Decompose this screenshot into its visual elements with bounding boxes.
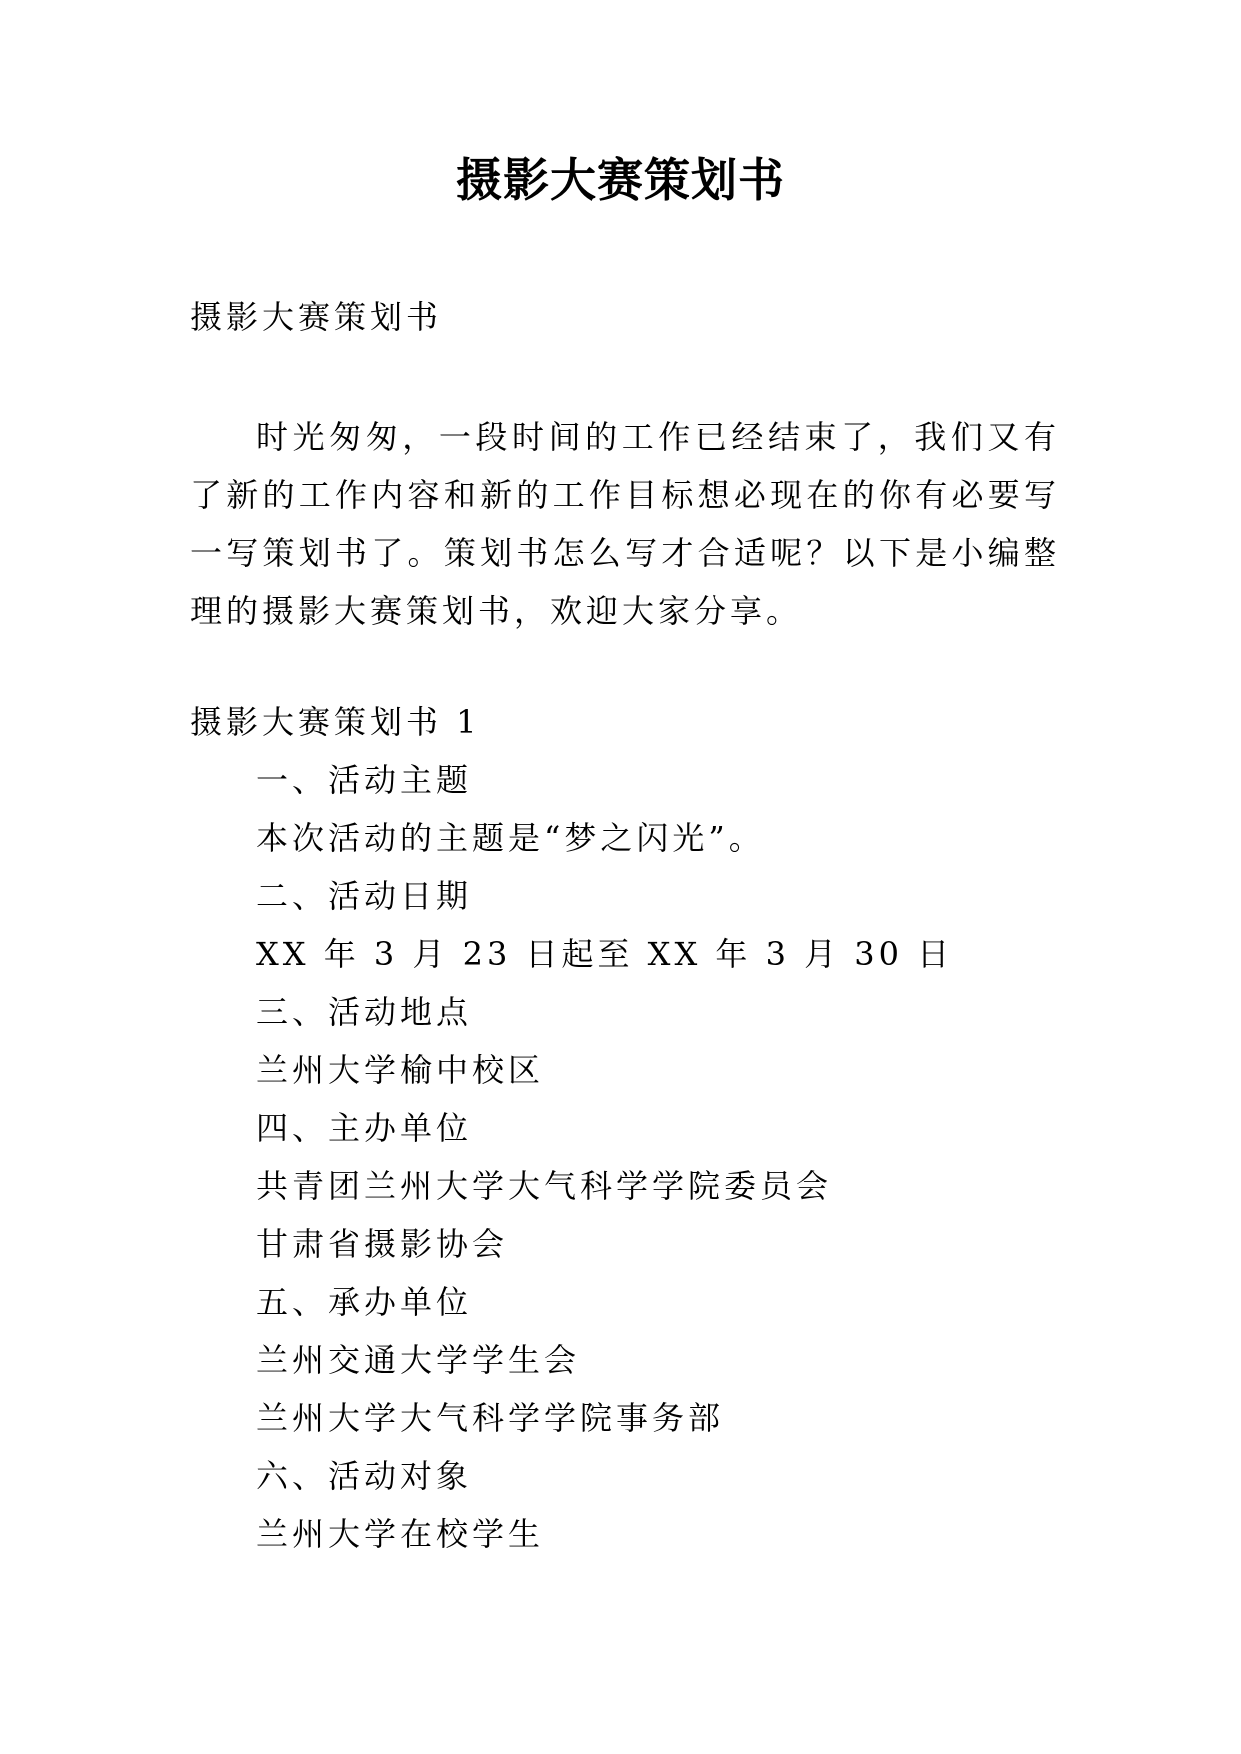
item-heading-host: 五、承办单位 [256, 1283, 473, 1321]
section-heading: 摄影大赛策划书 1 [190, 703, 481, 741]
document-title: 摄影大赛策划书 [456, 153, 785, 207]
item-text-organizer-2: 甘肃省摄影协会 [256, 1225, 509, 1263]
item-text-host-2: 兰州大学大气科学学院事务部 [256, 1399, 725, 1437]
item-heading-theme: 一、活动主题 [256, 761, 473, 799]
item-heading-audience: 六、活动对象 [256, 1457, 473, 1495]
item-text-location: 兰州大学榆中校区 [256, 1051, 545, 1089]
document-subtitle: 摄影大赛策划书 [190, 298, 443, 336]
item-text-audience: 兰州大学在校学生 [256, 1515, 545, 1553]
item-heading-organizer: 四、主办单位 [256, 1109, 473, 1147]
item-heading-date: 二、活动日期 [256, 877, 473, 915]
item-text-organizer-1: 共青团兰州大学大气科学学院委员会 [256, 1167, 833, 1205]
item-heading-location: 三、活动地点 [256, 993, 473, 1031]
intro-paragraph: 时光匆匆，一段时间的工作已经结束了，我们又有了新的工作内容和新的工作目标想必现在的你有必要写一写策划书了。策划书怎么写才合适呢？以下是小编整理的摄影大赛策划书，欢迎大家分享。 [190, 418, 1060, 630]
item-text-theme: 本次活动的主题是“梦之闪光”。 [256, 819, 765, 857]
item-text-host-1: 兰州交通大学学生会 [256, 1341, 581, 1379]
item-text-date: XX 年 3 月 23 日起至 XX 年 3 月 30 日 [256, 935, 954, 973]
